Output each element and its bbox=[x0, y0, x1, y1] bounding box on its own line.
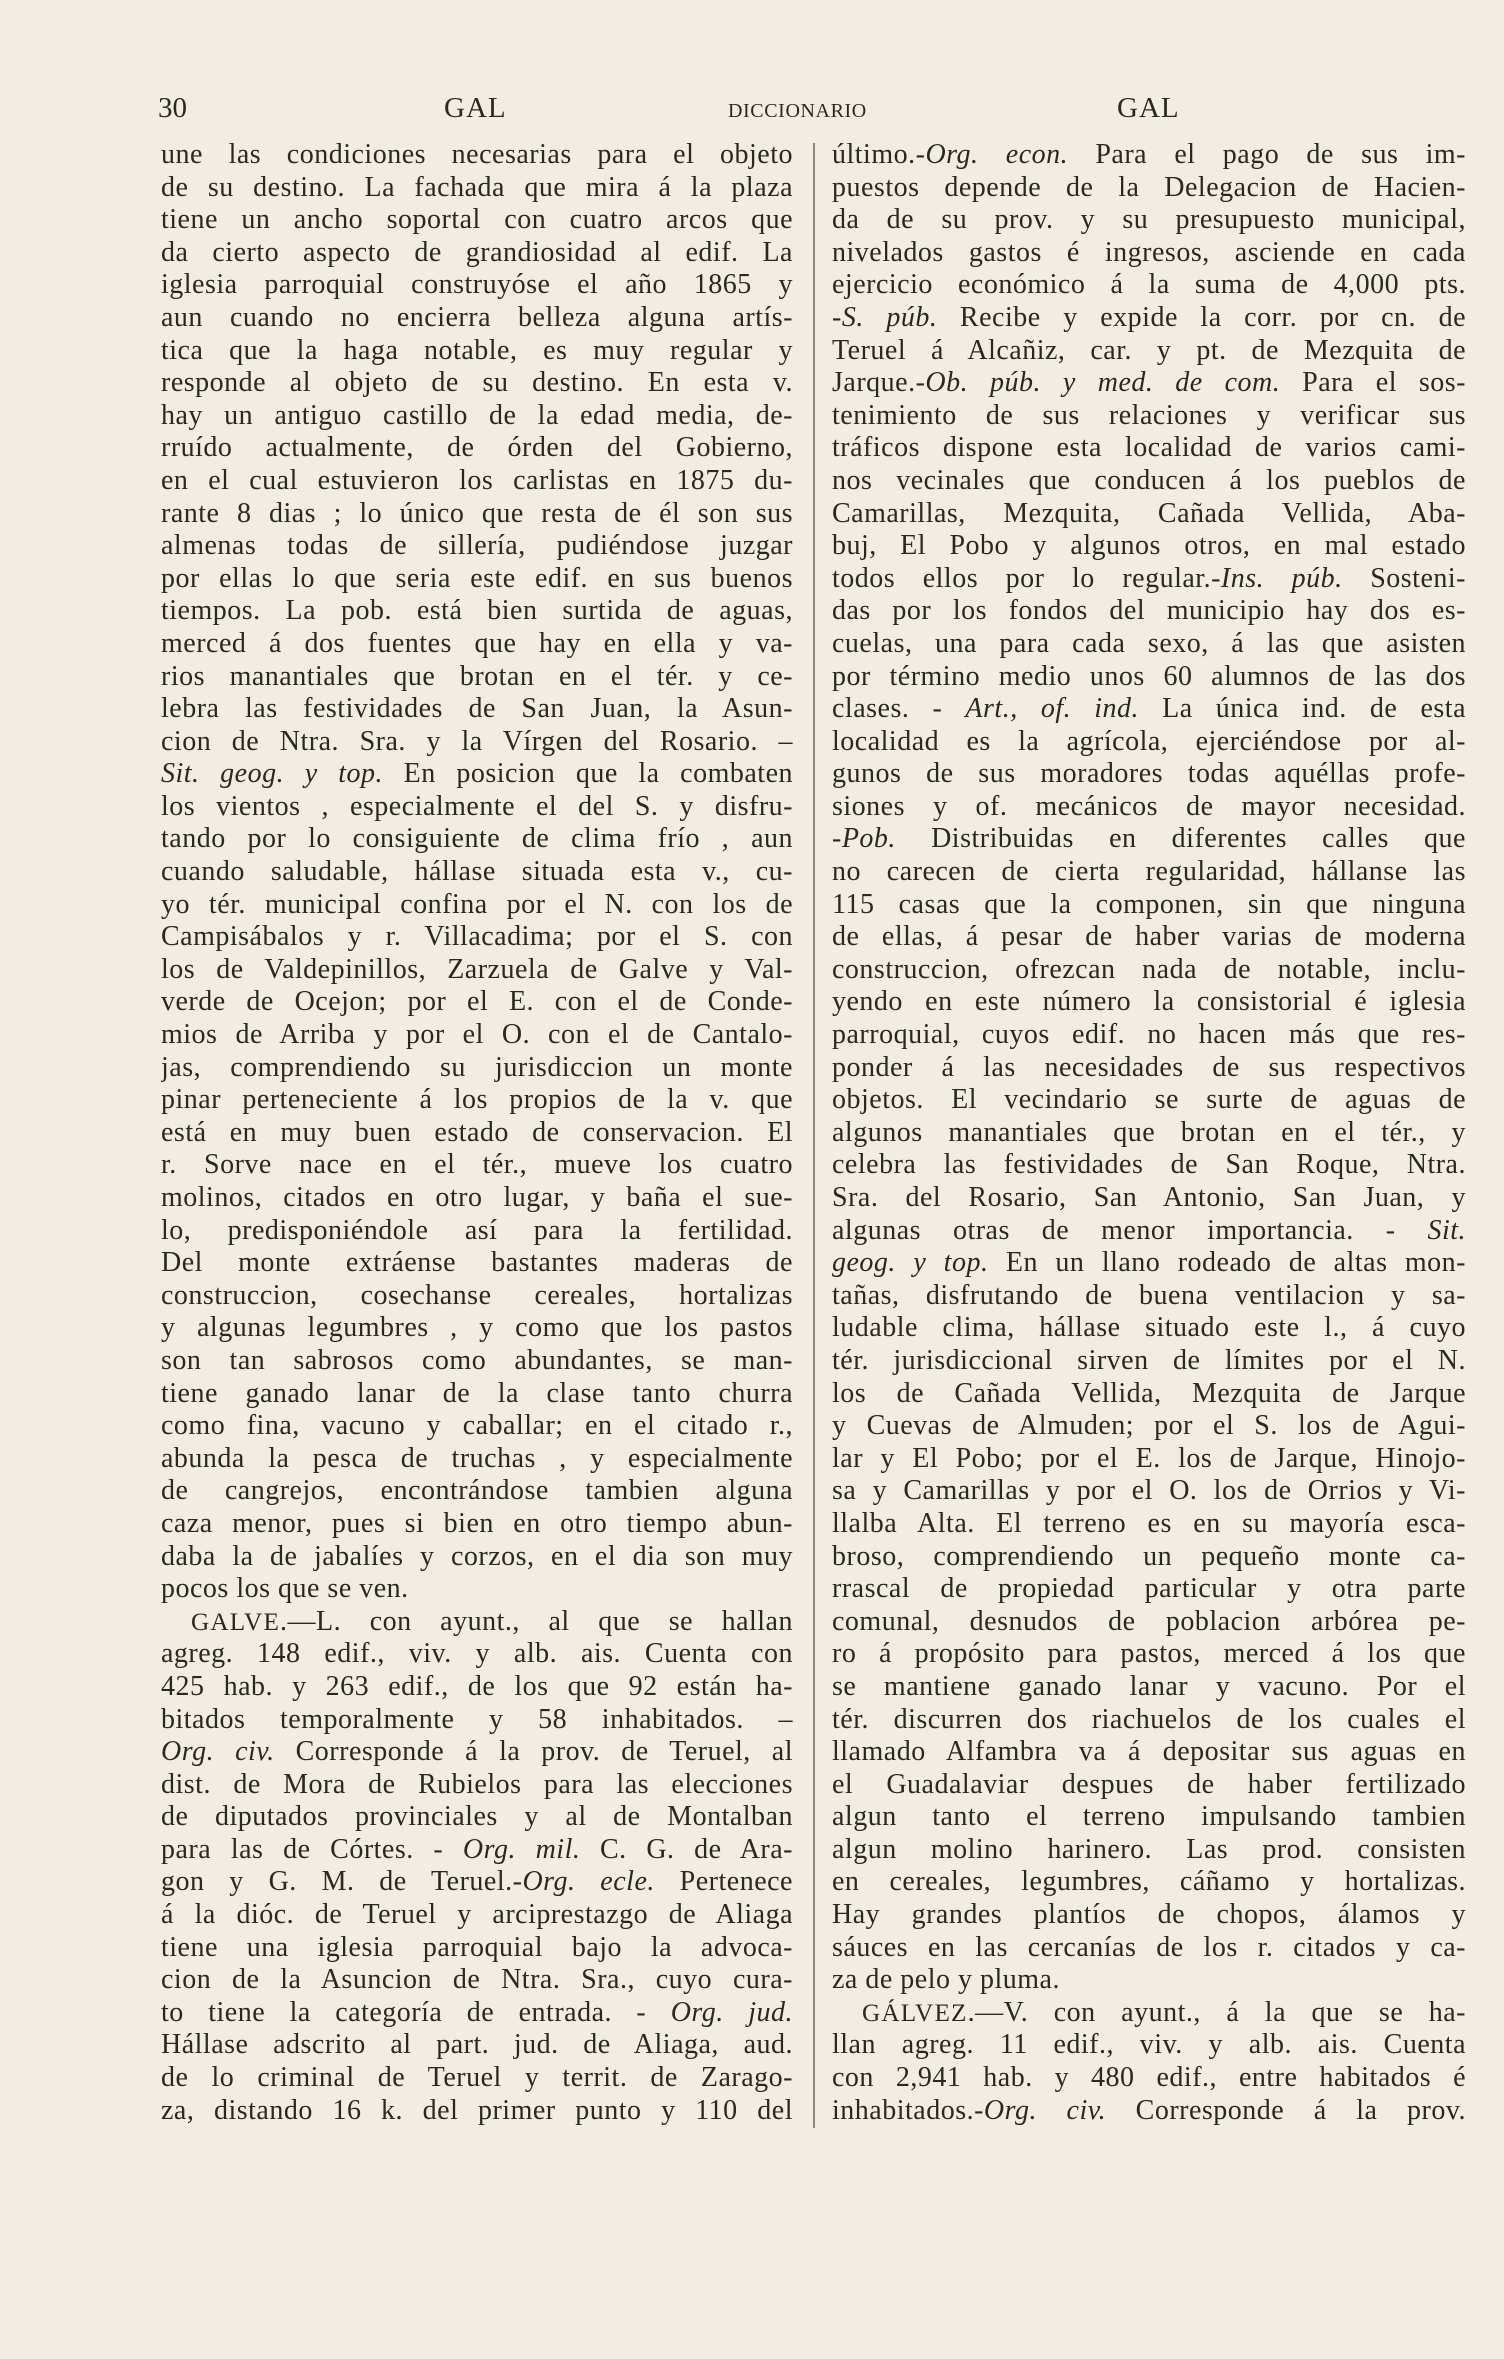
text-line bbox=[161, 1312, 793, 1345]
text-segment: tiempos. La pob. está bien surtida de aguas, bbox=[161, 595, 793, 627]
text-line bbox=[832, 237, 1466, 270]
text-segment: sa y Camarillas y por el O. los de Orrios y Vi- bbox=[832, 1475, 1466, 1507]
text-segment: hay un antiguo castillo de la edad media, de- bbox=[161, 399, 793, 431]
text-segment: por término medio unos 60 alumnos de las dos bbox=[832, 660, 1466, 692]
text-line bbox=[832, 1410, 1466, 1443]
text-segment: ludable clima, hállase situado este l., á cuyo bbox=[832, 1312, 1466, 1344]
text-line bbox=[161, 1866, 793, 1899]
text-segment: de su destino. La fachada que mira á la plaza bbox=[161, 171, 793, 203]
italic-abbreviation: Org. econ. bbox=[925, 139, 1069, 170]
text-line bbox=[161, 335, 793, 368]
text-line bbox=[832, 2062, 1466, 2095]
text-segment: está en muy buen estado de conservacion. El bbox=[161, 1116, 793, 1148]
text-line bbox=[832, 302, 1466, 335]
text-line bbox=[832, 889, 1466, 922]
text-line bbox=[832, 1378, 1466, 1411]
text-line bbox=[832, 1247, 1466, 1280]
text-segment: tenimiento de sus relaciones y verificar sus bbox=[832, 399, 1466, 431]
text-segment: de diputados provinciales y al de Montalban bbox=[161, 1801, 793, 1833]
text-line bbox=[161, 986, 793, 1019]
text-segment: tiene un ancho soportal con cuatro arcos que bbox=[161, 204, 793, 236]
text-segment: localidad es la agrícola, ejerciéndose por al- bbox=[832, 725, 1466, 757]
paragraph bbox=[161, 1606, 793, 2128]
text-segment: tiene ganado lanar de la clase tanto churra bbox=[161, 1377, 793, 1409]
text-line bbox=[832, 823, 1466, 856]
text-segment: verde de Ocejon; por el E. con el de Conde- bbox=[161, 986, 793, 1018]
text-segment: cuando saludable, hállase situada esta v., cu- bbox=[161, 856, 793, 888]
text-segment: llalba Alta. El terreno es en su mayoría esca- bbox=[832, 1507, 1466, 1539]
text-line bbox=[832, 2029, 1466, 2062]
text-line bbox=[161, 1997, 793, 2030]
text-segment: gunos de sus moradores todas aquéllas profe- bbox=[832, 758, 1466, 790]
italic-abbreviation: Ins. púb. bbox=[1220, 562, 1343, 594]
text-segment: almenas todas de sillería, pudiéndose juzgar bbox=[161, 530, 793, 562]
text-line bbox=[161, 1443, 793, 1476]
text-line bbox=[832, 1149, 1466, 1182]
text-line bbox=[161, 1834, 793, 1867]
text-segment: Camarillas, Mezquita, Cañada Vellida, Aba- bbox=[832, 497, 1466, 529]
text-segment: Para el pago de sus im- bbox=[1068, 139, 1466, 170]
text-segment: molinos, citados en otro lugar, y baña el sue- bbox=[161, 1182, 793, 1213]
text-segment: C. G. de Ara- bbox=[580, 1833, 793, 1865]
text-segment: Recibe y expide la corr. por cn. de bbox=[937, 301, 1466, 333]
text-segment: das por los fondos del municipio hay dos es- bbox=[832, 595, 1466, 627]
text-segment: en cereales, legumbres, cáñamo y hortalizas. bbox=[832, 1866, 1466, 1898]
text-line bbox=[161, 1378, 793, 1411]
text-line bbox=[161, 1769, 793, 1802]
text-segment: - bbox=[832, 823, 842, 855]
text-segment: puestos depende de la Delegacion de Hacien- bbox=[832, 171, 1466, 203]
text-line bbox=[832, 1997, 1466, 2030]
text-segment: agreg. 148 edif., viv. y alb. ais. Cuenta con bbox=[161, 1638, 793, 1670]
text-line bbox=[832, 1801, 1466, 1834]
text-segment: construccion, cosechanse cereales, hortalizas bbox=[161, 1279, 793, 1311]
text-segment: Pertenece bbox=[654, 1866, 793, 1898]
text-line bbox=[161, 856, 793, 889]
text-segment: Del monte extráense bastantes maderas de bbox=[161, 1247, 793, 1279]
text-line bbox=[161, 823, 793, 856]
left-column bbox=[161, 139, 793, 2127]
text-segment: lebra las festividades de San Juan, la Asun- bbox=[161, 693, 793, 725]
text-line bbox=[832, 1964, 1466, 1997]
text-segment: - bbox=[832, 301, 842, 333]
text-line bbox=[161, 1508, 793, 1541]
italic-abbreviation: Org. civ. bbox=[161, 1736, 275, 1768]
text-line bbox=[161, 1247, 793, 1280]
text-segment: r. Sorve nace en el tér., mueve los cuatro bbox=[161, 1149, 793, 1181]
italic-abbreviation: Sit. geog. y top. bbox=[161, 758, 384, 790]
italic-abbreviation: geog. y top. bbox=[832, 1247, 989, 1279]
text-segment: tráficos dispone esta localidad de varios cami- bbox=[832, 432, 1466, 464]
text-line bbox=[161, 1345, 793, 1378]
text-segment: aun cuando no encierra belleza alguna artís- bbox=[161, 301, 793, 333]
italic-abbreviation: Ob. púb. y med. de com. bbox=[925, 367, 1281, 399]
text-segment: Corresponde á la prov. de Teruel, al bbox=[274, 1736, 793, 1768]
text-line bbox=[832, 628, 1466, 661]
text-segment: mios de Arriba y por el O. con el de Cantalo- bbox=[161, 1019, 793, 1051]
text-segment: objetos. El vecindario se surte de aguas de bbox=[832, 1084, 1466, 1116]
text-line bbox=[161, 139, 793, 172]
text-line bbox=[161, 791, 793, 824]
text-segment: Distribuidas en diferentes calles que bbox=[895, 823, 1466, 855]
text-segment: En un llano rodeado de altas mon- bbox=[988, 1247, 1466, 1279]
text-line bbox=[161, 1019, 793, 1052]
text-line bbox=[161, 465, 793, 498]
italic-abbreviation: Pob. bbox=[841, 823, 896, 855]
text-line bbox=[832, 1443, 1466, 1476]
text-segment: de ellas, á pesar de haber varias de moderna bbox=[832, 921, 1466, 953]
text-segment: construccion, ofrezcan nada de notable, inclu- bbox=[832, 953, 1466, 985]
text-line bbox=[161, 1704, 793, 1737]
text-segment: sáuces en las cercanías de los r. citados y ca- bbox=[832, 1931, 1466, 1963]
column-divider bbox=[813, 143, 815, 2128]
text-segment: algun tanto el terreno impulsando tambien bbox=[832, 1801, 1466, 1833]
text-line bbox=[832, 498, 1466, 531]
text-line bbox=[832, 758, 1466, 791]
text-segment: los de Cañada Vellida, Mezquita de Jarque bbox=[832, 1377, 1466, 1409]
text-segment: nivelados gastos é ingresos, asciende en cada bbox=[832, 236, 1466, 268]
text-segment: abunda la pesca de truchas , y especialmente bbox=[161, 1442, 793, 1474]
text-line bbox=[161, 2062, 793, 2095]
text-line bbox=[832, 1541, 1466, 1574]
text-line bbox=[161, 400, 793, 433]
text-line bbox=[832, 1638, 1466, 1671]
italic-abbreviation: Sit. bbox=[1427, 1214, 1466, 1246]
text-line bbox=[161, 269, 793, 302]
text-segment: nos vecinales que conducen á los pueblos de bbox=[832, 464, 1466, 496]
text-segment: Sra. del Rosario, San Antonio, San Juan, y bbox=[832, 1182, 1466, 1213]
text-line bbox=[161, 1541, 793, 1574]
text-segment: algun molino harinero. Las prod. consisten bbox=[832, 1833, 1466, 1865]
text-line bbox=[161, 1964, 793, 1997]
text-line bbox=[161, 1117, 793, 1150]
text-segment: algunas otras de menor importancia. - bbox=[832, 1214, 1428, 1246]
text-line bbox=[832, 139, 1466, 172]
text-segment: como fina, vacuno y caballar; en el citado r., bbox=[161, 1410, 793, 1442]
text-line bbox=[161, 628, 793, 661]
text-line bbox=[832, 432, 1466, 465]
text-line bbox=[832, 563, 1466, 596]
text-line bbox=[161, 1280, 793, 1313]
paragraph bbox=[161, 139, 793, 1606]
text-line bbox=[832, 1834, 1466, 1867]
text-segment: se mantiene ganado lanar y vacuno. Por el bbox=[832, 1670, 1466, 1702]
text-line bbox=[832, 1736, 1466, 1769]
italic-abbreviation: Org. civ. bbox=[983, 2094, 1107, 2126]
text-segment: yendo en este número la consistorial é iglesia bbox=[832, 986, 1466, 1018]
text-line bbox=[832, 1052, 1466, 1085]
text-segment: tando por lo consiguiente de clima frío , aun bbox=[161, 823, 793, 855]
text-segment: En posicion que la combaten bbox=[383, 758, 793, 790]
text-segment: los de Valdepinillos, Zarzuela de Galve y Val- bbox=[161, 953, 793, 985]
text-segment: Hay grandes plantíos de chopos, álamos y bbox=[832, 1899, 1466, 1931]
text-line bbox=[161, 1573, 793, 1606]
text-line bbox=[161, 1215, 793, 1248]
text-segment: .—V. con ayunt., á la que se ha- bbox=[967, 1996, 1466, 2028]
text-segment: 115 casas que la componen, sin que ninguna bbox=[832, 888, 1466, 920]
text-segment: da cierto aspecto de grandiosidad al edif. La bbox=[161, 236, 793, 268]
text-segment: cion de la Asuncion de Ntra. Sra., cuyo cura- bbox=[161, 1964, 793, 1996]
text-segment: Jarque.- bbox=[832, 367, 926, 399]
text-line bbox=[161, 2095, 793, 2128]
italic-abbreviation: S. púb. bbox=[841, 301, 938, 333]
text-line bbox=[832, 172, 1466, 205]
text-segment: Hállase adscrito al part. jud. de Aliaga, aud. bbox=[161, 2029, 793, 2061]
text-line bbox=[832, 2095, 1466, 2128]
text-line bbox=[832, 1704, 1466, 1737]
text-segment: lo, predisponiéndole así para la fertilidad. bbox=[161, 1214, 793, 1246]
text-line bbox=[161, 889, 793, 922]
text-segment: buj, El Pobo y algunos otros, en mal estado bbox=[832, 530, 1466, 562]
text-line bbox=[161, 921, 793, 954]
running-head-right: GAL bbox=[1117, 92, 1180, 124]
text-line bbox=[832, 367, 1466, 400]
text-segment: parroquial, cuyos edif. no hacen más que res- bbox=[832, 1019, 1466, 1051]
text-segment: comunal, desnudos de poblacion arbórea pe- bbox=[832, 1605, 1466, 1637]
text-line bbox=[161, 1149, 793, 1182]
text-line bbox=[161, 302, 793, 335]
entry-headword: GÁLVEZ bbox=[862, 1999, 968, 2027]
text-line bbox=[161, 1932, 793, 1965]
text-line bbox=[832, 1117, 1466, 1150]
text-line bbox=[161, 1671, 793, 1704]
text-segment: responde al objeto de su destino. En esta v. bbox=[161, 367, 793, 399]
text-segment: merced á dos fuentes que hay en ella y va- bbox=[161, 627, 793, 659]
text-line bbox=[161, 2029, 793, 2062]
text-line bbox=[161, 758, 793, 791]
text-segment: 425 hab. y 263 edif., de los que 92 están ha- bbox=[161, 1670, 793, 1702]
text-segment: to tiene la categoría de entrada. - bbox=[161, 1996, 671, 2028]
text-line bbox=[832, 1345, 1466, 1378]
text-line bbox=[161, 204, 793, 237]
text-line bbox=[161, 726, 793, 759]
text-segment: y algunas legumbres , y como que los pastos bbox=[161, 1312, 793, 1344]
text-line bbox=[161, 1084, 793, 1117]
text-segment: ponder á las necesidades de sus respectivos bbox=[832, 1051, 1466, 1083]
text-line bbox=[832, 661, 1466, 694]
text-segment: llamado Alfambra va á depositar sus aguas en bbox=[832, 1736, 1466, 1768]
text-line bbox=[832, 204, 1466, 237]
text-segment: da de su prov. y su presupuesto municipal, bbox=[832, 204, 1466, 236]
text-segment: iglesia parroquial construyóse el año 1865 y bbox=[161, 269, 793, 301]
text-segment: celebra las festividades de San Roque, Ntra. bbox=[832, 1149, 1466, 1181]
text-segment: za de pelo y pluma. bbox=[832, 1964, 1060, 1996]
text-segment: en el cual estuvieron los carlistas en 1875 du- bbox=[161, 464, 793, 496]
text-segment: inhabitados.- bbox=[832, 2094, 984, 2126]
text-line bbox=[832, 1312, 1466, 1345]
text-line bbox=[832, 1019, 1466, 1052]
text-segment: caza menor, pues si bien en otro tiempo abun- bbox=[161, 1507, 793, 1539]
text-line bbox=[161, 1638, 793, 1671]
text-segment: de lo criminal de Teruel y territ. de Zarago- bbox=[161, 2062, 793, 2094]
text-segment: Campisábalos y r. Villacadima; por el S. con bbox=[161, 921, 793, 953]
text-segment: bitados temporalmente y 58 inhabitados. – bbox=[161, 1703, 793, 1735]
running-head-title: DICCIONARIO bbox=[728, 100, 867, 122]
text-segment: dist. de Mora de Rubielos para las elecciones bbox=[161, 1768, 793, 1800]
text-segment: último.- bbox=[832, 139, 926, 170]
text-line bbox=[832, 530, 1466, 563]
text-segment: pocos los que se ven. bbox=[161, 1573, 409, 1605]
text-segment: llan agreg. 11 edif., viv. y alb. ais. Cuenta bbox=[832, 2029, 1466, 2061]
text-segment: jas, comprendiendo su jurisdiccion un monte bbox=[161, 1051, 793, 1083]
text-segment: yo tér. municipal confina por el N. con los de bbox=[161, 888, 793, 920]
text-line bbox=[832, 1866, 1466, 1899]
text-segment: pinar perteneciente á los propios de la v. que bbox=[161, 1084, 793, 1116]
text-line bbox=[161, 1475, 793, 1508]
text-line bbox=[832, 954, 1466, 987]
text-segment: cuelas, una para cada sexo, á las que asisten bbox=[832, 627, 1466, 659]
text-segment: los vientos , especialmente el del S. y disfru- bbox=[161, 790, 793, 822]
text-segment: son tan sabrosos como abundantes, se man- bbox=[161, 1344, 793, 1376]
text-segment: Sosteni- bbox=[1342, 562, 1466, 594]
text-line bbox=[832, 269, 1466, 302]
text-segment: y Cuevas de Almuden; por el S. los de Agui- bbox=[832, 1410, 1466, 1442]
text-segment: rrascal de propiedad particular y otra parte bbox=[832, 1573, 1466, 1605]
text-line bbox=[832, 986, 1466, 1019]
text-line bbox=[161, 1182, 793, 1215]
text-segment: de cangrejos, encontrándose tambien alguna bbox=[161, 1475, 793, 1507]
text-segment: clases. - bbox=[832, 693, 966, 725]
text-line bbox=[161, 237, 793, 270]
text-segment: rruído actualmente, de órden del Gobierno, bbox=[161, 432, 793, 464]
text-segment: tañas, disfrutando de buena ventilacion y sa- bbox=[832, 1279, 1466, 1311]
text-line bbox=[161, 954, 793, 987]
text-segment: Teruel á Alcañiz, car. y pt. de Mezquita de bbox=[832, 334, 1466, 366]
text-segment: .—L. con ayunt., al que se hallan bbox=[280, 1605, 793, 1637]
text-segment: rios manantiales que brotan en el tér. y ce- bbox=[161, 660, 793, 692]
text-line bbox=[832, 1084, 1466, 1117]
text-segment: para las de Córtes. - bbox=[161, 1833, 463, 1865]
text-segment: cion de Ntra. Sra. y la Vírgen del Rosario. – bbox=[161, 725, 793, 757]
text-line bbox=[832, 1899, 1466, 1932]
text-line bbox=[832, 921, 1466, 954]
italic-abbreviation: Org. jud. bbox=[670, 1996, 793, 2028]
text-line bbox=[832, 1932, 1466, 1965]
text-segment: rante 8 dias ; lo único que resta de él son sus bbox=[161, 497, 793, 529]
text-segment: une las condiciones necesarias para el objeto bbox=[161, 139, 793, 170]
page-number: 30 bbox=[158, 92, 187, 124]
text-line bbox=[832, 1573, 1466, 1606]
text-line bbox=[161, 1052, 793, 1085]
text-line bbox=[161, 498, 793, 531]
text-line bbox=[832, 335, 1466, 368]
text-segment: por ellas lo que seria este edif. en sus buenos bbox=[161, 562, 793, 594]
paragraph bbox=[832, 1997, 1466, 2127]
text-line bbox=[161, 367, 793, 400]
text-line bbox=[832, 595, 1466, 628]
text-segment: za, distando 16 k. del primer punto y 110 del bbox=[161, 2094, 793, 2126]
text-segment: gon y G. M. de Teruel.- bbox=[161, 1866, 523, 1898]
running-head-left: GAL bbox=[444, 92, 507, 124]
text-segment: lar y El Pobo; por el E. los de Jarque, Hinojo- bbox=[832, 1442, 1466, 1474]
text-segment: no carecen de cierta regularidad, hállanse las bbox=[832, 856, 1466, 888]
text-line bbox=[832, 465, 1466, 498]
text-line bbox=[832, 726, 1466, 759]
text-line bbox=[161, 693, 793, 726]
text-segment: La única ind. de esta bbox=[1139, 693, 1466, 725]
italic-abbreviation: Art., of. ind. bbox=[965, 693, 1139, 725]
text-segment: todos ellos por lo regular.- bbox=[832, 562, 1221, 594]
text-line bbox=[832, 693, 1466, 726]
text-line bbox=[161, 530, 793, 563]
text-segment: ejercicio económico á la suma de 4,000 pts. bbox=[832, 269, 1466, 301]
text-segment: daba la de jabalíes y corzos, en el dia son muy bbox=[161, 1540, 793, 1572]
text-segment: Para el sos- bbox=[1280, 367, 1466, 399]
entry-headword: GALVE bbox=[191, 1608, 281, 1636]
text-line bbox=[832, 1182, 1466, 1215]
text-line bbox=[832, 400, 1466, 433]
text-line bbox=[161, 595, 793, 628]
text-segment: tiene una iglesia parroquial bajo la advoca- bbox=[161, 1931, 793, 1963]
text-line bbox=[161, 1606, 793, 1639]
text-line bbox=[161, 563, 793, 596]
text-line bbox=[161, 1736, 793, 1769]
text-segment: Corresponde á la prov. bbox=[1106, 2094, 1466, 2126]
text-line bbox=[161, 1410, 793, 1443]
text-line bbox=[161, 1801, 793, 1834]
text-line bbox=[832, 1215, 1466, 1248]
text-segment: á la dióc. de Teruel y arciprestazgo de Aliaga bbox=[161, 1899, 793, 1931]
text-segment: tér. jurisdiccional sirven de límites por el N. bbox=[832, 1344, 1466, 1376]
right-column bbox=[832, 139, 1466, 2127]
text-segment: tér. discurren dos riachuelos de los cuales el bbox=[832, 1703, 1466, 1735]
text-line bbox=[161, 172, 793, 205]
italic-abbreviation: Org. ecle. bbox=[522, 1866, 655, 1898]
text-segment: ro á propósito para pastos, merced á los que bbox=[832, 1638, 1466, 1670]
text-line bbox=[832, 856, 1466, 889]
text-line bbox=[161, 1899, 793, 1932]
text-segment: con 2,941 hab. y 480 edif., entre habitados é bbox=[832, 2062, 1466, 2094]
text-segment: el Guadalaviar despues de haber fertilizado bbox=[832, 1768, 1466, 1800]
text-line bbox=[832, 791, 1466, 824]
text-segment: tica que la haga notable, es muy regular y bbox=[161, 334, 793, 366]
text-line bbox=[832, 1475, 1466, 1508]
text-line bbox=[832, 1671, 1466, 1704]
text-line bbox=[161, 661, 793, 694]
text-segment: algunos manantiales que brotan en el tér., y bbox=[832, 1116, 1466, 1148]
paragraph bbox=[832, 139, 1466, 1997]
text-line bbox=[161, 432, 793, 465]
text-segment: broso, comprendiendo un pequeño monte ca- bbox=[832, 1540, 1466, 1572]
text-line bbox=[832, 1280, 1466, 1313]
text-line bbox=[832, 1606, 1466, 1639]
text-segment: siones y of. mecánicos de mayor necesidad. bbox=[832, 790, 1466, 822]
text-line bbox=[832, 1769, 1466, 1802]
text-line bbox=[832, 1508, 1466, 1541]
italic-abbreviation: Org. mil. bbox=[462, 1833, 581, 1865]
